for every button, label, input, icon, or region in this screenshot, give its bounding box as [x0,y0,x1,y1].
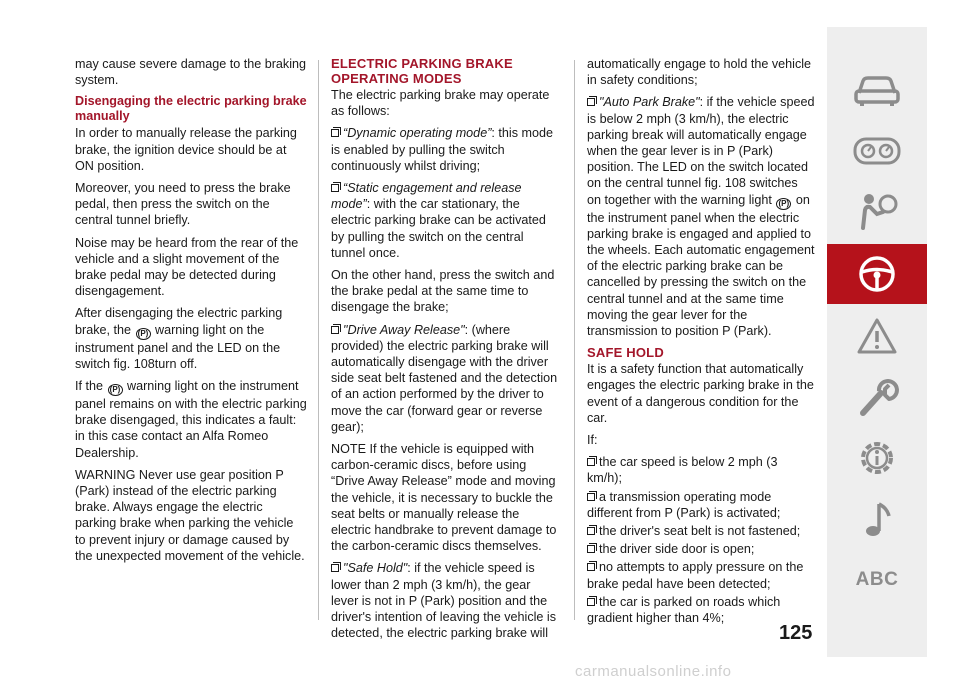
text: warning light on the instrument panel remains on with the electric parking brake disengaged, this indicates a fault: in this case contact an Alfa Romeo Dealership. [75,379,307,460]
warning-triangle-icon [855,316,899,356]
section-heading: Disengaging the electric parking brake manually [75,94,307,124]
text: on the instrument panel when the electric parking brake is engaged and applied to the wheels. Each automatic engagement of the electric parking brake can be cancelled by pressing the switch on the central tunnel and at the same time moving the gear lever for the transmission to position P (Park). [587,192,815,339]
sidebar-item-multimedia[interactable] [827,490,927,548]
text: warning light on the instrument panel and the LED on the switch fig. 108turn off. [75,322,281,371]
checkbox-bullet-icon [331,184,339,192]
warning-paragraph: WARNING Never use gear position P (Park) instead of the electric parking brake. Always engage the electric parking brake when parking the vehicle to prevent injury or damage caused by the unexpected movement of the vehicle. [75,467,305,563]
parking-brake-warning-icon [108,384,123,396]
section-heading: ELECTRIC PARKING BRAKE OPERATING MODES [331,56,513,86]
bullet-item [331,180,561,261]
checkbox-bullet-icon [587,563,595,571]
paragraph: It is a safety function that automatically engages the electric parking brake in the event of a dangerous condition for the car. [587,362,814,425]
sidebar-item-driving[interactable] [827,244,927,304]
checkbox-bullet-icon [587,598,595,606]
text: : (where provided) the electric parking brake will automatically disengage with the driver side seat belt fastened and the detection of an action performed by the driver to move the car (forward gear or reverse gear); [331,322,558,434]
column-3 [587,56,815,628]
bullet-item [587,541,815,557]
list-item-text: the driver's seat belt is not fastened; [599,524,801,539]
warning-icon-text: (P) [109,385,121,395]
bullet-item [587,94,815,339]
paragraph: If: [587,433,598,448]
sidebar-item-dashboard[interactable] [827,122,927,180]
page-number: 125 [779,622,813,644]
dashboard-icon [852,136,902,166]
column-1 [75,56,307,570]
section-heading: SAFE HOLD [587,345,664,361]
car-icon [853,73,901,107]
mode-name: “Static engagement and release mode” [331,181,522,212]
text: : if the vehicle speed is below 2 mph (3 km/h), the electric parking break will automatically engage when the gear lever is in P (Park) position. The LED on the switch located on the central tunnel fig. 108 switches on together with the warning light [587,95,815,207]
mode-name: "Drive Away Release" [343,322,465,337]
bullet-item [587,559,815,591]
checkbox-bullet-icon [587,493,595,501]
paragraph: In order to manually release the parking brake, the ignition device should be at ON position. [75,126,297,173]
warning-icon-text: (P) [778,198,790,208]
sidebar-item-maintenance[interactable] [827,368,927,426]
mode-name: “Dynamic operating mode” [343,126,492,141]
music-note-icon [859,499,895,539]
bullet-item [331,125,561,174]
column-divider-1 [318,60,319,620]
checkbox-bullet-icon [587,458,595,466]
list-item-text: no attempts to apply pressure on the brake pedal have been detected; [587,560,804,591]
mode-name: "Auto Park Brake" [599,95,700,110]
text: If the [75,379,104,394]
paragraph [75,378,307,461]
text: : this mode is enabled by pulling the switch continuously whilst driving; [331,126,553,173]
list-item-text: the driver side door is open; [599,542,755,557]
mode-name: "Safe Hold" [343,561,408,576]
chapter-sidebar [827,27,927,657]
checkbox-bullet-icon [331,564,339,572]
note-paragraph: NOTE If the vehicle is equipped with carbon-ceramic discs, before using “Drive Away Release” mode and moving the vehicle, it is necessary to buckle the seat belts or manually release the electric handbrake to prevent damage to the carbon-ceramic discs themselves. [331,442,557,554]
warning-icon-text: (P) [137,328,149,338]
paragraph [75,305,307,372]
parking-brake-warning-icon [776,198,791,210]
parking-brake-warning-icon [136,328,151,340]
sidebar-item-car[interactable] [827,61,927,119]
steering-wheel-icon [857,254,897,294]
watermark: carmanualsonline.info [575,663,732,680]
sidebar-item-technical-data[interactable] [827,429,927,487]
sidebar-item-index[interactable] [827,551,927,609]
checkbox-bullet-icon [331,129,339,137]
settings-info-icon [855,436,899,480]
text: : with the car stationary, the electric parking brake can be activated by pulling the switch on the central tunnel once. [331,197,546,260]
checkbox-bullet-icon [587,545,595,553]
checkbox-bullet-icon [587,98,595,106]
text: : if the vehicle speed is lower than 2 mph (3 km/h), the gear lever is not in P (Park) position and the driver's intention of leaving the vehicle is detected, the electric parking brake will [331,561,557,641]
paragraph: Moreover, you need to press the brake pedal, then press the switch on the central tunnel briefly. [75,181,291,228]
paragraph: may cause severe damage to the braking system. [75,57,307,88]
bullet-item [587,523,815,539]
paragraph: The electric parking brake may operate as follows: [331,88,550,119]
checkbox-bullet-icon [331,326,339,334]
sidebar-item-safety[interactable] [827,183,927,241]
paragraph: On the other hand, press the switch and the brake pedal at the same time to disengage the brake; [331,268,555,315]
column-2 [331,56,561,648]
bullet-item [587,454,815,486]
airbag-icon [855,190,899,234]
bullet-item [331,322,561,435]
sidebar-item-warnings[interactable] [827,307,927,365]
column-divider-2 [574,60,575,620]
wrench-icon [855,375,899,419]
list-item-text: the car speed is below 2 mph (3 km/h); [587,455,778,486]
abc-icon: ABC [855,569,899,590]
paragraph: automatically engage to hold the vehicle in safety conditions; [587,57,812,88]
list-item-text: a transmission operating mode different from P (Park) is activated; [587,489,781,520]
bullet-item [587,489,815,521]
text: After disengaging the electric parking brake, the [75,306,283,337]
paragraph: Noise may be heard from the rear of the vehicle and a slight movement of the brake pedal may be detected during disengagement. [75,235,299,299]
bullet-item [331,560,561,641]
checkbox-bullet-icon [587,527,595,535]
list-item-text: the car is parked on roads which gradient higher than 4%; [587,594,781,626]
